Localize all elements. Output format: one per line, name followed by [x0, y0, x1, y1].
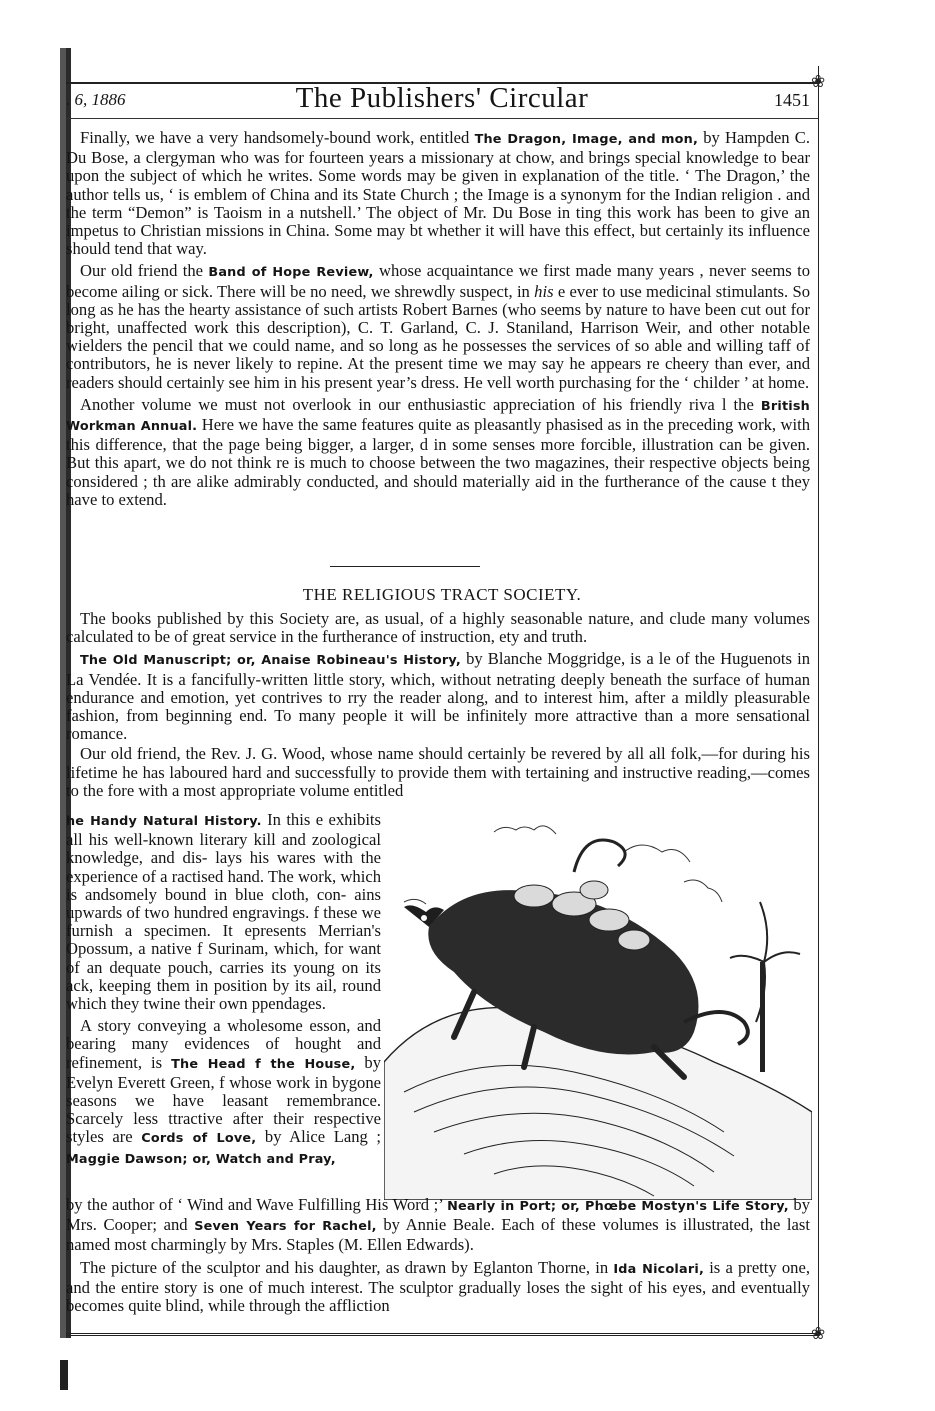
- header-date: . 6, 1886: [66, 90, 126, 109]
- publication-title: The Publishers' Circular: [295, 82, 589, 114]
- paragraph-band-of-hope: Our old friend the Band of Hope Review, whose acquaintance we first made many years , never seems to become ailing or sick. There will be no need, we shrewdly suspect, in his e ever to use medicinal stimulants. So long as he has the hearty assistance of such artists Robert Barnes (who seems by nature to have been cut out for bright, unaffected work this description), C. T. Garland, C. J. Staniland, Harrison Weir, and other notable wielders the pencil that we could name, and so long as he possesses the services of so able and willing taff of contributors, he is never likely to repine. At the present time we may say he appears re cheery than ever, and readers should certainly see him in his present year’s dress. He vell worth purchasing for the ‘ childer ’ at home.: [66, 261, 811, 392]
- book-title: The Dragon, Image, and: [474, 132, 656, 147]
- corner-ornament-top: ❀: [811, 72, 826, 92]
- paragraph-society-intro: The books published by this Society are, as usual, of a highly seasonable nature, and clude many volumes calculated to be of great service in the furtherance of instruction, ety and truth.: [66, 609, 810, 647]
- section-separator: [330, 566, 480, 567]
- paragraph-british-workman: Another volume we must not overlook in our enthusiastic appreciation of his friendly riva l the British Workman Annual. Here we have the same features quite as pleasantly phasised as in the preceding work, with this difference, that the page being bigger, a larger, d in some senses more forcible, illustration can be given. But this apart, we do not think re is much to choose between the two magazines, their respective objects being considered ; th are alike admirably conducted, and should materially aid in the furtherance of the cause t they have to extend.: [66, 394, 810, 509]
- header-rule-bottom: [66, 118, 818, 119]
- article-column-lower: [66, 1196, 810, 1315]
- article-column-wrapped: [66, 811, 381, 1169]
- page-header: [66, 84, 818, 116]
- book-title: Seven Years for Rachel,: [194, 1219, 377, 1235]
- book-title: Band of Hope Review,: [208, 265, 374, 281]
- book-title: Cords of Love,: [141, 1131, 257, 1147]
- paragraph-head-of-house: A story conveying a wholesome esson, and bearing many evidences of hought and refinement, is The Head f the House, by Evelyn Everett Green, f whose work in bygone seasons we have leasant remembrance. Scarcely less ttractive after their respective styles are Cords of Love, by Alice Lang ; Maggie Dawson; or, Watch and Pray,: [66, 1016, 382, 1167]
- book-title: British Workman Annual.: [66, 398, 810, 435]
- paragraph-handy-natural-history: he Handy Natural History. In this e exhibits all his well-known literary kill and zoological knowledge, and dis- lays his wares with the experience of a ractised hand. The work, which is andsomely bound in blue cloth, con- ains upwards of two hundred engravings. f these we furnish a specimen. It epresents Merrian's Opossum, a native f Surinam, which, for want of an dequate pouch, carries its young on its ack, keeping them in position by its ail, round which they twine their own ppendages.: [66, 810, 381, 1014]
- article-column-upper: [66, 129, 810, 509]
- paragraph-ida-nicolari: The picture of the sculptor and his daughter, as drawn by Eglanton Thorne, in Ida Nicolari, is a pretty one, and the entire story is one of much interest. The sculptor gradually loses the sight of his eyes, and eventually becomes quite blind, while through the affliction: [66, 1257, 810, 1316]
- article-column-middle: [66, 610, 810, 800]
- section-heading: THE RELIGIOUS TRACT SOCIETY.: [302, 585, 582, 604]
- page-number: 1451: [774, 90, 810, 110]
- opossum-engraving: [384, 812, 812, 1200]
- book-title: he Handy Natural History.: [66, 814, 262, 829]
- book-spine-edge: [0, 48, 71, 1338]
- book-title: The Old Manuscript; or, Anaise Robineau's History,: [80, 653, 461, 669]
- book-title: The Head f the House,: [171, 1056, 356, 1072]
- book-title: Nearly in Port; or, Phœbe Mostyn's Life Story,: [447, 1199, 789, 1214]
- page-border-right: [818, 66, 819, 1336]
- book-title: Maggie Dawson; or, Watch and Pray,: [66, 1151, 336, 1167]
- paragraph-dragon-image-demon: Finally, we have a very handsomely-bound work, entitled The Dragon, Image, and mon, by Hampden C. Du Bose, a clergyman who was for fourteen years a missionary at chow, and brings special knowledge to bear upon the subject of which he writes. Some words may be given in explanation of the title. ‘ The Dragon,’ the author tells us, ‘ is emblem of China and its State Church ; the Image is a synonym for the Indian religion . and the term “Demon” is Taoism in a nutshell.’ The object of Mr. Du Bose in ting this work has been to give an impetus to Christian missions in China. Some may bt whether it will have this effect, but certainly its influence should tend that way.: [66, 128, 810, 259]
- book-title: Ida Nicolari,: [613, 1261, 705, 1277]
- spine-tail: [60, 1360, 68, 1390]
- book-title-cont: mon,: [661, 132, 699, 147]
- footer-rule: [66, 1333, 818, 1336]
- paragraph-rev-wood: Our old friend, the Rev. J. G. Wood, whose name should certainly be revered by all all folk,—for during his lifetime he has laboured hard and successfully to provide them with tertaining and instructive reading,—comes to the fore with a most appropriate volume entitled: [66, 744, 810, 800]
- paragraph-old-manuscript: The Old Manuscript; or, Anaise Robineau's History, by Blanche Moggridge, is a le of the Huguenots in La Vendée. It is a fancifully-written little story, which, without netrating deeply beneath the surface of human endurance and emotion, yet contrives to rry the reader along, and to interest him, after a mildly pleasurable fashion, from beginning end. To many people it will be infinitely more attractive than a more sensational romance.: [66, 649, 810, 744]
- corner-ornament-bottom: ❀: [811, 1324, 826, 1344]
- paragraph-other-volumes: by the author of ‘ Wind and Wave Fulfilling His Word ;’ Nearly in Port; or, Phœbe Mostyn's Life Story, by Mrs. Cooper; and Seven Years for Rachel, by Annie Beale. Each of these volumes is illustrated, the last named most charmingly by Mrs. Staples (M. Ellen Edwards).: [66, 1195, 810, 1255]
